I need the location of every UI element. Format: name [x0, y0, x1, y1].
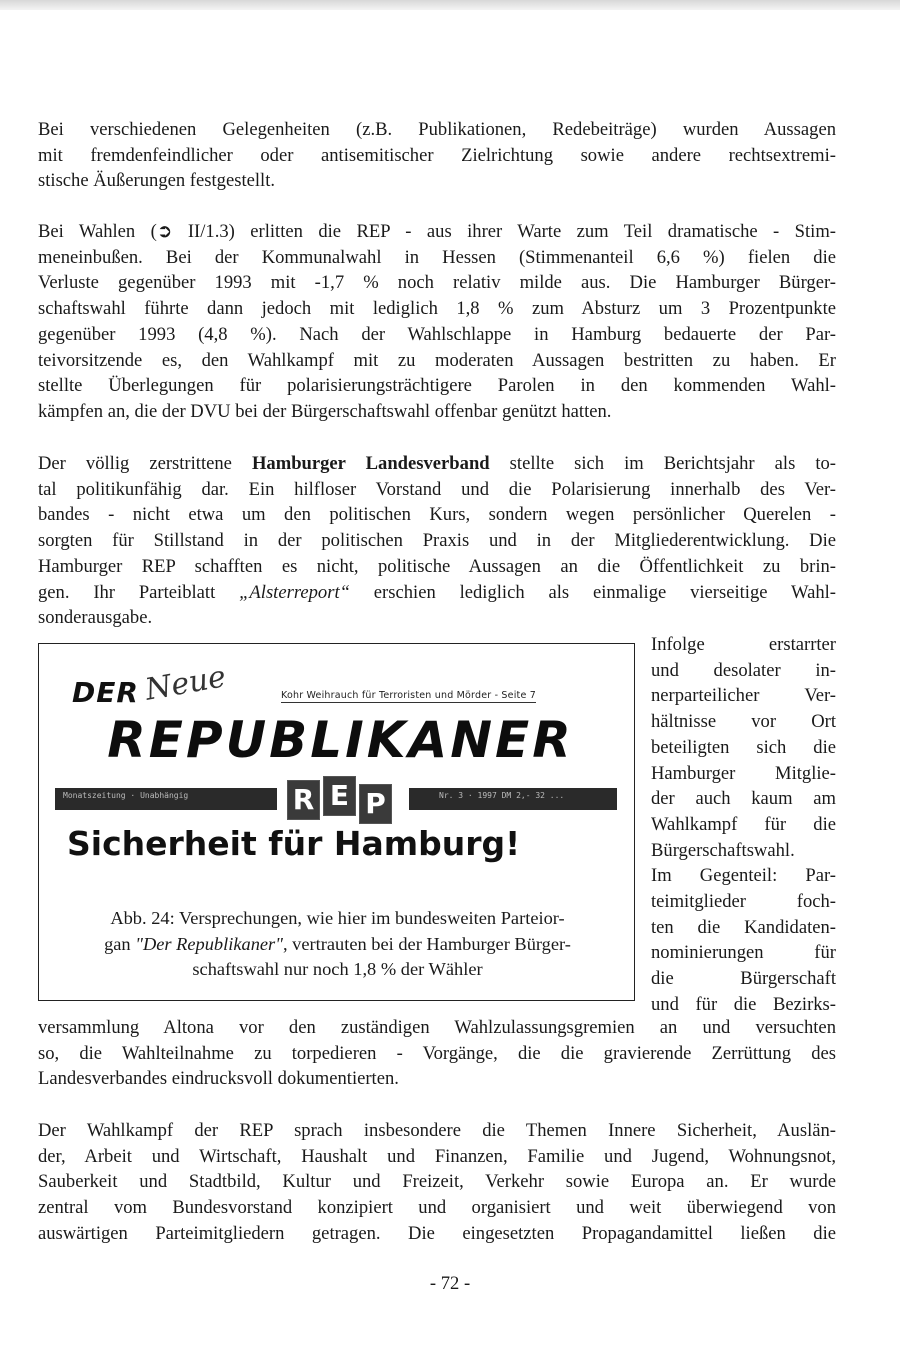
text-line: schaftswahl führte dann jedoch mit lediglich 1,8 % zum Absturz um 3 Prozentpunkte [38, 298, 836, 320]
rep-letter: E [323, 776, 356, 816]
text-line: Bürgerschaftswahl. [651, 839, 795, 861]
text-line: Wahlkampf für die [651, 813, 836, 835]
text-run: erschien lediglich als einmalige vierseitige Wahl- [349, 581, 836, 603]
text-line: auswärtigen Parteimitgliedern getragen. Die eingesetzten Propagandamittel ließen die [38, 1222, 836, 1244]
text-line [38, 580, 836, 606]
figure-caption [59, 906, 616, 983]
text-line: nominierungen für [651, 942, 836, 964]
text-line: Hamburger Mitglie- [651, 762, 836, 784]
text-line: ten die Kandidaten- [651, 916, 836, 938]
band-text: Monatszeitung · Unabhängig [63, 791, 189, 800]
text-line: mit fremdenfeindlicher oder antisemitischer Zielrichtung sowie andere rechtsextremi- [38, 144, 836, 166]
text-line: der auch kaum am [651, 788, 836, 810]
text-run: gen. Ihr Parteiblatt [38, 581, 240, 603]
paragraph-4 [38, 1015, 836, 1092]
newspaper-masthead-image [55, 656, 618, 868]
text-line: Verluste gegenüber 1993 mit -1,7 % noch relativ milde aus. Die Hamburger Bürger- [38, 272, 836, 294]
text-line: Der Wahlkampf der REP sprach insbesondere die Themen Innere Sicherheit, Auslän- [38, 1120, 836, 1141]
text-line: hältnisse vor Ort [651, 711, 836, 733]
text-line: meneinbußen. Bei der Kommunalwahl in Hessen (Stimmenanteil 6,6 %) fielen die [38, 246, 836, 268]
paragraph-2 [38, 219, 836, 425]
text-line: nerparteilicher Ver- [651, 685, 836, 707]
alsterreport-title: „Alsterreport“ [239, 581, 350, 603]
text-line: stellte Überlegungen für polarisierungsträchtigere Parolen in den kommenden Wahl- [38, 375, 836, 397]
text-line: Landesverbandes eindrucksvoll dokumentierten. [38, 1068, 399, 1090]
masthead-kicker: Kohr Weihrauch für Terroristen und Mörder - Seite 7 [281, 690, 536, 701]
text-line: kämpfen an, die der DVU bei der Bürgerschaftswahl offenbar genützt hatten. [38, 400, 612, 422]
emphasis-landesverband: Hamburger Landesverband [251, 453, 490, 474]
text-line: gegenüber 1993 (4,8 %). Nach der Wahlschlappe in Hamburg bedauerte der Par- [38, 323, 836, 345]
text-line: und desolater in- [651, 659, 836, 681]
page-number: - 72 - [429, 1273, 471, 1294]
paragraph-5 [38, 1118, 836, 1247]
text-run: stellte sich im Berichtsjahr als to- [489, 453, 836, 474]
text-line: teivorsitzende es, den Wahlkampf mit zu moderaten Aussagen bestritten zu haben. Er [38, 349, 836, 371]
paragraph-1 [38, 117, 836, 194]
masthead-title: REPUBLIKANER [107, 711, 574, 769]
masthead-band-right [409, 788, 617, 810]
text-run: gan [104, 933, 136, 954]
sidebar-paragraph [651, 632, 836, 1018]
text-line: Bei verschiedenen Gelegenheiten (z.B. Publikationen, Redebeiträge) wurden Aussagen [38, 119, 836, 140]
band-text: Nr. 3 · 1997 DM 2,- 32 ... [439, 791, 565, 800]
text-line: Infolge erstarrter [651, 634, 836, 655]
caption-line: schaftswahl nur noch 1,8 % der Wähler [192, 959, 483, 979]
paragraph-3 [38, 451, 836, 631]
text-line: zentral vom Bundesvorstand konzipiert und organisiert und weit überwiegend von [38, 1197, 836, 1219]
rep-letter: P [359, 784, 392, 824]
masthead-neue: Neue [142, 659, 229, 708]
text-line [38, 451, 836, 477]
text-line: und für die Bezirks- [651, 993, 836, 1015]
text-line: so, die Wahlteilnahme zu torpedieren - Vorgänge, die die gravierende Zerrüttung des [38, 1042, 836, 1064]
text-line: sonderausgabe. [38, 607, 153, 629]
text-line: Im Gegenteil: Par- [651, 865, 836, 887]
text-line: Hamburger REP schafften es nicht, politische Aussagen an die Öffentlichkeit zu brin- [38, 555, 836, 577]
text-line: bandes - nicht etwa um den politischen Kurs, sondern wegen persönlicher Querelen - [38, 504, 836, 526]
text-line: der, Arbeit und Wirtschaft, Haushalt und Finanzen, Familie und Jugend, Wohnungsnot, [38, 1145, 836, 1167]
text-line: tal politikunfähig dar. Ein hilfloser Vorstand und die Polarisierung innerhalb des Ver- [38, 478, 836, 500]
text-run: , vertrauten bei der Hamburger Bürger- [282, 933, 571, 954]
text-line: teimitglieder foch- [651, 891, 836, 913]
text-line: beteiligten sich die [651, 736, 836, 758]
figure-headline: Sicherheit für Hamburg! [67, 824, 521, 863]
caption-italic: "Der Republikaner" [135, 933, 283, 954]
text-line: Sauberkeit und Stadtbild, Kultur und Freizeit, Verkehr sowie Europa an. Er wurde [38, 1171, 836, 1193]
scan-edge [0, 0, 900, 10]
text-line: Bei Wahlen (➲ II/1.3) erlitten die REP - aus ihrer Warte zum Teil dramatische - Stim- [38, 221, 836, 242]
text-line: sorgten für Stillstand in der politischen Praxis und in der Mitgliederentwicklung. Die [38, 530, 836, 552]
text-line: die Bürgerschaft [651, 968, 836, 990]
caption-line [59, 932, 616, 958]
rep-letter: R [287, 780, 320, 820]
figure-box [38, 643, 635, 1001]
text-line: versammlung Altona vor den zuständigen Wahlzulassungsgremien an und versuchten [38, 1017, 836, 1038]
masthead-der: DER [72, 676, 139, 709]
text-run: Der völlig zerstrittene [38, 453, 252, 474]
rep-logo-icon [287, 780, 395, 824]
caption-line: Abb. 24: Versprechungen, wie hier im bundesweiten Parteior- [110, 908, 565, 928]
masthead-band-left [55, 788, 277, 810]
text-line: stische Äußerungen festgestellt. [38, 170, 276, 192]
